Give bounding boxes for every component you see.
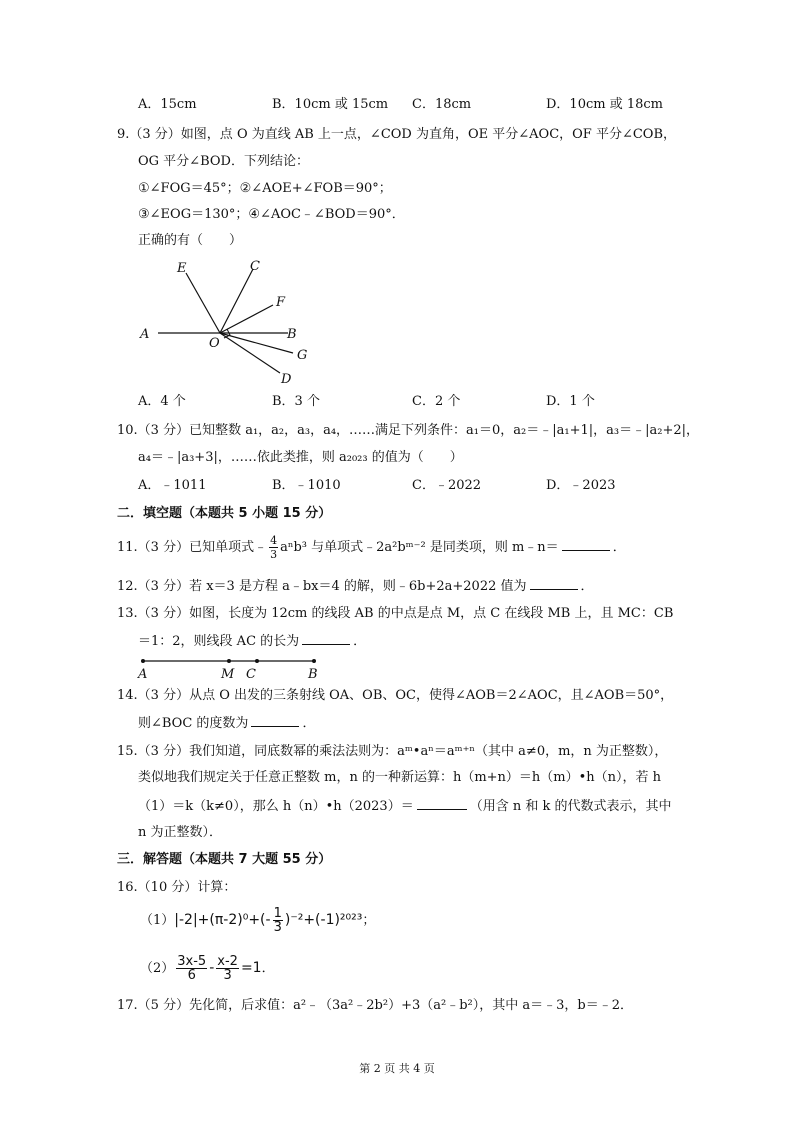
- q11: 11.（3 分）已知单项式﹣ $\frac{4}{3}$ aⁿb³ 与单项式﹣2a²bᵐ⁻² 是同类项，则 m﹣n＝ ．: [117, 534, 626, 561]
- q16-part2-fraction-1: $\frac{3x-5}{6}$: [177, 953, 207, 983]
- q8-option-a: A．15cm: [138, 97, 197, 112]
- q13-segment-figure: [134, 652, 334, 682]
- q9-line4: ③∠EOG＝130°；④∠AOC﹣∠BOD＝90°．: [138, 207, 405, 222]
- q16-part2-fraction-2: $\frac{x-2}{3}$: [217, 953, 238, 983]
- fig9-label-d: D: [281, 372, 292, 387]
- q17-text: 17.（5 分）先化简，后求值：a²﹣（3a²﹣2b²）+3（a²﹣b²），其中 a＝﹣3，b＝﹣2．: [117, 998, 633, 1013]
- q10-option-a: A．﹣1011: [138, 478, 207, 493]
- q9-line1: 9.（3 分）如图，点 O 为直线 AB 上一点，∠COD 为直角，OE 平分∠AOC，OF 平分∠COB，: [117, 127, 677, 142]
- q14-line2: 则∠BOC 的度数为 ．: [138, 716, 316, 731]
- q10-option-d: D．﹣2023: [546, 478, 616, 493]
- q10-line1: 10.（3 分）已知整数 a₁，a₂，a₃，a₄，……满足下列条件：a₁＝0，a₂＝﹣|a₁+1|，a₃＝﹣|a₂+2|，: [117, 423, 699, 438]
- q16-part1-fraction: $\frac{1}{3}$: [273, 905, 282, 935]
- q16-heading: 16.（10 分）计算：: [117, 880, 237, 895]
- q9-line2: OG 平分∠BOD．下列结论：: [138, 154, 309, 169]
- fig9-label-e: E: [177, 261, 187, 276]
- q9-line5: 正确的有（ ）: [138, 233, 243, 248]
- q9-option-d: D．1 个: [546, 394, 595, 409]
- fig9-label-o: O: [209, 336, 220, 351]
- q8-option-d: D．10cm 或 18cm: [546, 97, 663, 112]
- q9-option-b: B．3 个: [272, 394, 320, 409]
- q9-angle-figure: [130, 255, 330, 390]
- fig13-label-m: M: [221, 667, 235, 682]
- q9-option-a: A．4 个: [138, 394, 186, 409]
- q9-option-c: C．2 个: [412, 394, 461, 409]
- q16-part2: （2） $\frac{3x-5}{6}$ - $\frac{x-2}{3}$ =1．: [140, 953, 275, 983]
- q14-answer-blank[interactable]: [251, 714, 299, 727]
- q15-answer-blank[interactable]: [417, 797, 467, 810]
- q16-part1-expr: |-2|+(π-2)⁰+(-: [174, 912, 271, 928]
- q10-option-b: B．﹣1010: [272, 478, 341, 493]
- q12-answer-blank[interactable]: [530, 577, 578, 590]
- q13-answer-blank[interactable]: [302, 632, 350, 645]
- fig13-label-c: C: [246, 667, 256, 682]
- section-3-heading: 三．解答题（本题共 7 大题 55 分）: [117, 852, 332, 867]
- q14-line1: 14.（3 分）从点 O 出发的三条射线 OA、OB、OC，使得∠AOB＝2∠AOC，且∠AOB＝50°，: [117, 688, 674, 703]
- q10-option-c: C．﹣2022: [412, 478, 482, 493]
- q12-text: 12.（3 分）若 x＝3 是方程 a﹣bx＝4 的解，则﹣6b+2a+2022 值为: [117, 579, 527, 594]
- section-2-heading: 二．填空题（本题共 5 小题 15 分）: [117, 506, 332, 521]
- fig13-label-a: A: [138, 667, 148, 682]
- page-footer: 第 2 页 共 4 页: [359, 1062, 435, 1075]
- q11-prefix: 11.（3 分）已知单项式﹣: [117, 540, 268, 555]
- q15-line1: 15.（3 分）我们知道，同底数幂的乘法法则为：aᵐ•aⁿ＝aᵐ⁺ⁿ（其中 a≠0，m，n 为正整数），: [117, 744, 668, 759]
- fig9-label-b: B: [287, 327, 297, 342]
- q15-line3: （1）＝k（k≠0），那么 h（n）•h（2023）＝ （用含 n 和 k 的代数式表示，其中: [138, 799, 672, 814]
- q9-line3: ①∠FOG＝45°；②∠AOE+∠FOB＝90°；: [138, 181, 392, 196]
- q11-mid: aⁿb³ 与单项式﹣2a²bᵐ⁻² 是同类项，则 m﹣n＝: [280, 540, 559, 555]
- q13-line1: 13.（3 分）如图，长度为 12cm 的线段 AB 的中点是点 M，点 C 在线段 MB 上，且 MC：CB: [117, 606, 674, 621]
- fig9-label-g: G: [297, 348, 308, 363]
- q8-option-b: B．10cm 或 15cm: [272, 97, 389, 112]
- q16-part1: （1）|-2|+(π-2)⁰+(- $\frac{1}{3}$ )⁻²+(-1)²⁰²³；: [140, 905, 376, 935]
- fig9-label-c: C: [250, 259, 260, 274]
- q15-line4: n 为正整数）．: [138, 825, 223, 840]
- q8-option-c: C．18cm: [412, 97, 472, 112]
- q15-line2: 类似地我们规定关于任意正整数 m，n 的一种新运算：h（m+n）＝h（m）•h（n），若 h: [138, 770, 662, 785]
- q11-fraction: $\frac{4}{3}$: [270, 534, 278, 561]
- q13-line2: ＝1：2，则线段 AC 的长为 ．: [138, 634, 367, 649]
- q12: 12.（3 分）若 x＝3 是方程 a﹣bx＝4 的解，则﹣6b+2a+2022 值为 ．: [117, 579, 594, 594]
- q11-answer-blank[interactable]: [562, 538, 610, 551]
- fig9-label-a: A: [140, 327, 150, 342]
- fig9-label-f: F: [276, 295, 286, 310]
- fig13-label-b: B: [308, 667, 318, 682]
- q10-line2: a₄＝﹣|a₃+3|，……依此类推，则 a₂₀₂₃ 的值为（ ）: [138, 450, 463, 465]
